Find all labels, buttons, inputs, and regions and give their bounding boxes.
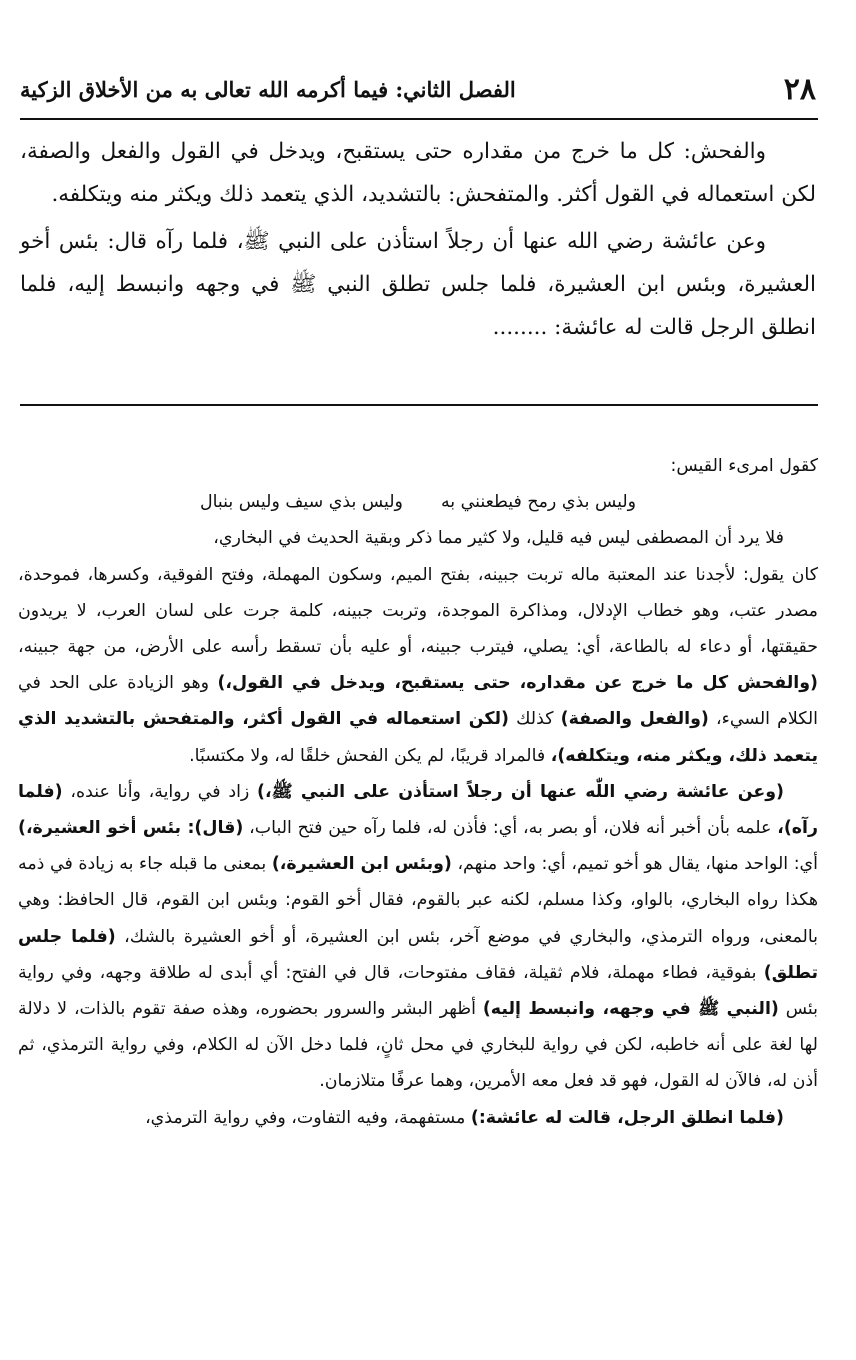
commentary-text-run: بمعنى ما قبله جاء به زيادة في ذمه هكذا رواه البخاري، بالواو، وكذا مسلم، لكنه عبر بالقوم، فقال أخو القوم: وبئس ابن القوم، قال الحافظ: وهي بالمعنى، ورواه الترمذي، والبخاري في موضع آخر، بئس ابن العشيرة، أو أخو العشيرة بالشك، [18, 854, 818, 947]
commentary-paragraph [18, 557, 818, 774]
commentary-text-run: زاد في رواية، وأنا عنده، [62, 781, 258, 802]
verse-hemistich-right: وليس بذي رمح فيطعنني به [440, 492, 637, 513]
commentary-paragraph: فلا يرد أن المصطفى ليس فيه قليل، ولا كثير مما ذكر وبقية الحديث في البخاري، [213, 528, 784, 549]
quoted-matn: (وبئس ابن العشيرة،) [271, 854, 452, 875]
commentary-text-run: علمه بأن أخبر أنه فلان، أو بصر به، أي: فأذن له، فلما رآه حين فتح الباب، [243, 818, 778, 839]
commentary-text-run: أي: الواحد منها، يقال هو أخو تميم، أي: واحد منهم، [451, 854, 818, 875]
running-title: الفصل الثاني: فيما أكرمه الله تعالى به من الأخلاق الزكية [20, 76, 516, 102]
quoted-matn: (فلما رآه)، [18, 781, 819, 839]
quoted-matn: (والفعل والصفة) [560, 709, 709, 730]
quoted-matn: (فلما جلس تطلق) [18, 926, 818, 983]
commentary-paragraph [18, 1100, 818, 1136]
quoted-matn: (قال): بئس أخو العشيرة،) [18, 818, 244, 839]
poem-verse [18, 484, 818, 520]
quoted-matn: (النبي ﷺ في وجهه، وانبسط إليه) [482, 999, 779, 1020]
quoted-matn: (وعن عائشة رضي اللّٰه عنها أن رجلاً استأذن على النبي ﷺ،) [257, 781, 785, 802]
commentary-text-run: بفوقية، فطاء مهملة، فلام ثقيلة، فقاف مفتوحات، قال في الفتح: أي أبدى له طلاقة وجهه، وفي رواية بئس [18, 962, 818, 1020]
verse-hemistich-left: وليس بذي سيف وليس بنبال [199, 492, 403, 513]
commentary-text-run: كان يقول: لأجدنا عند المعتبة ماله تربت جبينه، بفتح الميم، وسكون المهملة، وفتح الفوقية، وكسرها، فموحدة، مصدر عتب، وهو خطاب الإدلال، ومذاكرة الموجدة، وتربت جبينه، كلمة جرت على لسان العرب، لا يريدون حقيقتها، أو دعاء له بالطاعة، أي: يصلي، فيترب جبينه، أو عليه بأن تسقط رأسه على الأرض، من جهة جبينه، [18, 564, 818, 658]
commentary-intro: كقول امرىء القيس: [670, 456, 818, 476]
main-text [20, 130, 816, 349]
header-rule [20, 118, 818, 120]
commentary-text-run: كذلك [508, 709, 561, 730]
commentary-text-run: فالمراد قريبًا، لم يكن الفحش خلقًا له، ولا مكتسبًا. [189, 745, 551, 766]
quoted-matn: (فلما انطلق الرجل، قالت له عائشة:) [470, 1107, 784, 1128]
quoted-matn: (لكن استعماله في القول أكثر، والمتفحش بالتشديد الذي يتعمد ذلك، ويكثر منه، ويتكلفه)، [18, 709, 818, 766]
commentary-text [18, 448, 818, 1136]
commentary-text-run: مستفهمة، وفيه التفاوت، وفي رواية الترمذي، [145, 1107, 471, 1128]
commentary-paragraph [18, 774, 818, 1100]
page-header [20, 66, 816, 112]
matn-paragraph: وعن عائشة رضي الله عنها أن رجلاً استأذن على النبي ﷺ، فلما رآه قال: بئس أخو العشيرة، وبئس ابن العشيرة، فلما جلس تطلق النبي ﷺ في وجهه وانبسط إليه، فلما انطلق الرجل قالت له عائشة: ........ [20, 229, 816, 340]
commentary-text-run: أظهر البشر والسرور بحضوره، وهذه صفة تقوم بالذات، لا دلالة لها لغة على أنه خاطبه، لكن في رواية للبخاري في محل ثانٍ، فلما دخل الآن له الكلام، وفي رواية الترمذي، ثم أذن له، فالآن له القول، فهو قد فعل معه الأمرين، وهما عرفًا متلازمان. [18, 999, 818, 1092]
page-number: ٢٨ [783, 71, 816, 107]
quoted-matn: (والفحش كل ما خرج عن مقداره، حتى يستقبح، ويدخل في القول،) [217, 673, 818, 694]
matn-paragraph: والفحش: كل ما خرج من مقداره حتى يستقبح، ويدخل في القول والفعل والصفة، لكن استعماله في القول أكثر. والمتفحش: بالتشديد، الذي يتعمد ذلك ويكثر منه ويتكلفه. [20, 139, 816, 207]
commentary-text-run: وهو الزيادة على الحد في الكلام السيء، [18, 673, 818, 730]
separator-rule [20, 404, 818, 406]
